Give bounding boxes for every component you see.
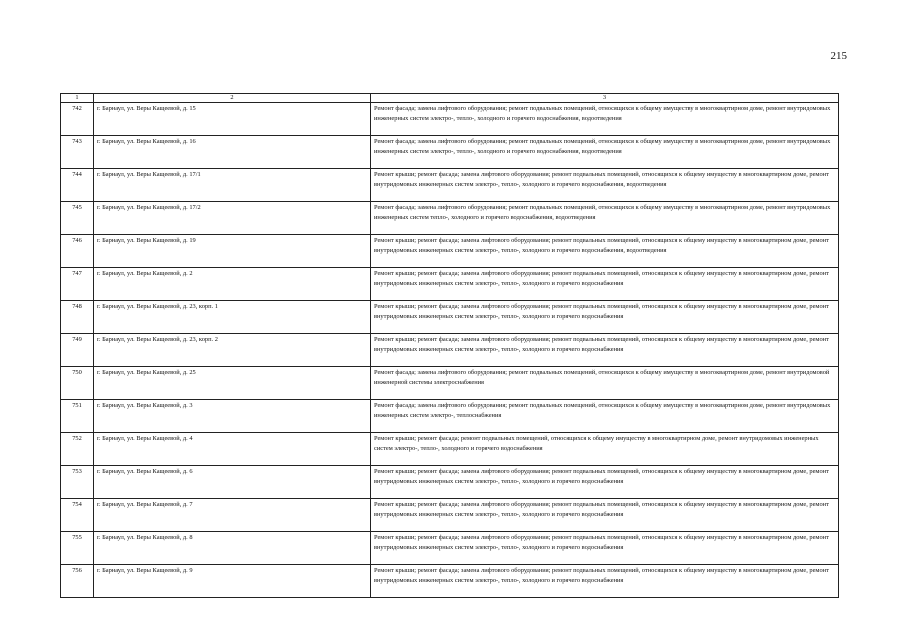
address-cell: г. Барнаул, ул. Веры Кащеевой, д. 3 [94, 400, 371, 433]
row-number-cell: 744 [61, 169, 94, 202]
address-cell: г. Барнаул, ул. Веры Кащеевой, д. 4 [94, 433, 371, 466]
address-cell: г. Барнаул, ул. Веры Кащеевой, д. 17/1 [94, 169, 371, 202]
works-cell: Ремонт крыши; ремонт фасада; замена лифтового оборудования; ремонт подвальных помещений, относящихся к общему имуществу в многоквартирном доме, ремонт внутридомовых инженерных систем электро-, тепло-, холодного и горячего водоснабжения [371, 532, 839, 565]
address-cell: г. Барнаул, ул. Веры Кащеевой, д. 7 [94, 499, 371, 532]
table-header [61, 94, 839, 103]
works-cell: Ремонт фасада; замена лифтового оборудования; ремонт подвальных помещений, относящихся к общему имуществу в многоквартирном доме, ремонт внутридомовых инженерных систем электро-, тепло-, холодного и горячего водоснабжения, водоотведения [371, 136, 839, 169]
address-cell: г. Барнаул, ул. Веры Кащеевой, д. 2 [94, 268, 371, 301]
row-number-cell: 746 [61, 235, 94, 268]
row-number-cell: 752 [61, 433, 94, 466]
table-row [61, 169, 839, 202]
page-number: 215 [830, 50, 847, 62]
table-row [61, 235, 839, 268]
row-number-cell: 748 [61, 301, 94, 334]
works-cell: Ремонт фасада; замена лифтового оборудования; ремонт подвальных помещений, относящихся к общему имуществу в многоквартирном доме, ремонт внутридомовых инженерных систем электро-, тепло-, холодного и горячего водоснабжения, водоотведения [371, 103, 839, 136]
address-cell: г. Барнаул, ул. Веры Кащеевой, д. 15 [94, 103, 371, 136]
header-col-3: 3 [371, 94, 839, 103]
row-number-cell: 755 [61, 532, 94, 565]
row-number-cell: 751 [61, 400, 94, 433]
table-row [61, 367, 839, 400]
header-row [61, 94, 839, 103]
address-cell: г. Барнаул, ул. Веры Кащеевой, д. 9 [94, 565, 371, 598]
registry-table [60, 93, 839, 598]
works-cell: Ремонт крыши; ремонт фасада; ремонт подвальных помещений, относящихся к общему имуществу в многоквартирном доме, ремонт внутридомовых инженерных систем электро-, тепло-, холодного и горячего водоснабжения [371, 433, 839, 466]
table-row [61, 136, 839, 169]
row-number-cell: 750 [61, 367, 94, 400]
row-number-cell: 745 [61, 202, 94, 235]
table-row [61, 565, 839, 598]
address-cell: г. Барнаул, ул. Веры Кащеевой, д. 16 [94, 136, 371, 169]
works-cell: Ремонт фасада; замена лифтового оборудования; ремонт подвальных помещений, относящихся к общему имуществу в многоквартирном доме, ремонт внутридомовых инженерных систем электро-, теплоснабжения [371, 400, 839, 433]
row-number-cell: 754 [61, 499, 94, 532]
works-cell: Ремонт крыши; ремонт фасада; замена лифтового оборудования; ремонт подвальных помещений, относящихся к общему имуществу в многоквартирном доме, ремонт внутридомовых инженерных систем электро-, тепло-, холодного и горячего водоснабжения, водоотведения [371, 169, 839, 202]
table-row [61, 301, 839, 334]
header-col-2: 2 [94, 94, 371, 103]
works-cell: Ремонт крыши; ремонт фасада; замена лифтового оборудования; ремонт подвальных помещений, относящихся к общему имуществу в многоквартирном доме, ремонт внутридомовых инженерных систем электро-, тепло-, холодного и горячего водоснабжения [371, 466, 839, 499]
works-cell: Ремонт крыши; ремонт фасада; замена лифтового оборудования; ремонт подвальных помещений, относящихся к общему имуществу в многоквартирном доме, ремонт внутридомовых инженерных систем электро-, тепло-, холодного и горячего водоснабжения [371, 565, 839, 598]
table-row [61, 268, 839, 301]
table-row [61, 433, 839, 466]
works-cell: Ремонт крыши; ремонт фасада; замена лифтового оборудования; ремонт подвальных помещений, относящихся к общему имуществу в многоквартирном доме, ремонт внутридомовых инженерных систем электро-, тепло-, холодного и горячего водоснабжения [371, 301, 839, 334]
works-cell: Ремонт фасада; замена лифтового оборудования; ремонт подвальных помещений, относящихся к общему имуществу в многоквартирном доме, ремонт внутридомовых инженерных систем тепло-, холодного и горячего водоснабжения, водоотведения [371, 202, 839, 235]
row-number-cell: 753 [61, 466, 94, 499]
table-row [61, 334, 839, 367]
address-cell: г. Барнаул, ул. Веры Кащеевой, д. 17/2 [94, 202, 371, 235]
header-col-1: 1 [61, 94, 94, 103]
table-row [61, 202, 839, 235]
address-cell: г. Барнаул, ул. Веры Кащеевой, д. 6 [94, 466, 371, 499]
address-cell: г. Барнаул, ул. Веры Кащеевой, д. 23, корп. 1 [94, 301, 371, 334]
works-cell: Ремонт крыши; ремонт фасада; замена лифтового оборудования; ремонт подвальных помещений, относящихся к общему имуществу в многоквартирном доме, ремонт внутридомовых инженерных систем электро-, тепло-, холодного и горячего водоснабжения [371, 268, 839, 301]
row-number-cell: 742 [61, 103, 94, 136]
table-row [61, 400, 839, 433]
works-cell: Ремонт фасада; замена лифтового оборудования; ремонт подвальных помещений, относящихся к общему имуществу в многоквартирном доме, ремонт внутридомовой инженерной системы электроснабжения [371, 367, 839, 400]
table-body [61, 103, 839, 598]
works-cell: Ремонт крыши; ремонт фасада; замена лифтового оборудования; ремонт подвальных помещений, относящихся к общему имуществу в многоквартирном доме, ремонт внутридомовых инженерных систем электро-, тепло-, холодного и горячего водоснабжения [371, 334, 839, 367]
table-row [61, 532, 839, 565]
address-cell: г. Барнаул, ул. Веры Кащеевой, д. 19 [94, 235, 371, 268]
row-number-cell: 756 [61, 565, 94, 598]
address-cell: г. Барнаул, ул. Веры Кащеевой, д. 8 [94, 532, 371, 565]
row-number-cell: 749 [61, 334, 94, 367]
row-number-cell: 743 [61, 136, 94, 169]
works-cell: Ремонт крыши; ремонт фасада; замена лифтового оборудования; ремонт подвальных помещений, относящихся к общему имуществу в многоквартирном доме, ремонт внутридомовых инженерных систем электро-, тепло-, холодного и горячего водоснабжения [371, 499, 839, 532]
works-cell: Ремонт крыши; ремонт фасада; замена лифтового оборудования; ремонт подвальных помещений, относящихся к общему имуществу в многоквартирном доме, ремонт внутридомовых инженерных систем электро-, тепло-, холодного и горячего водоснабжения, водоотведения [371, 235, 839, 268]
table-row [61, 499, 839, 532]
address-cell: г. Барнаул, ул. Веры Кащеевой, д. 23, корп. 2 [94, 334, 371, 367]
address-cell: г. Барнаул, ул. Веры Кащеевой, д. 25 [94, 367, 371, 400]
row-number-cell: 747 [61, 268, 94, 301]
table-row [61, 103, 839, 136]
table-row [61, 466, 839, 499]
